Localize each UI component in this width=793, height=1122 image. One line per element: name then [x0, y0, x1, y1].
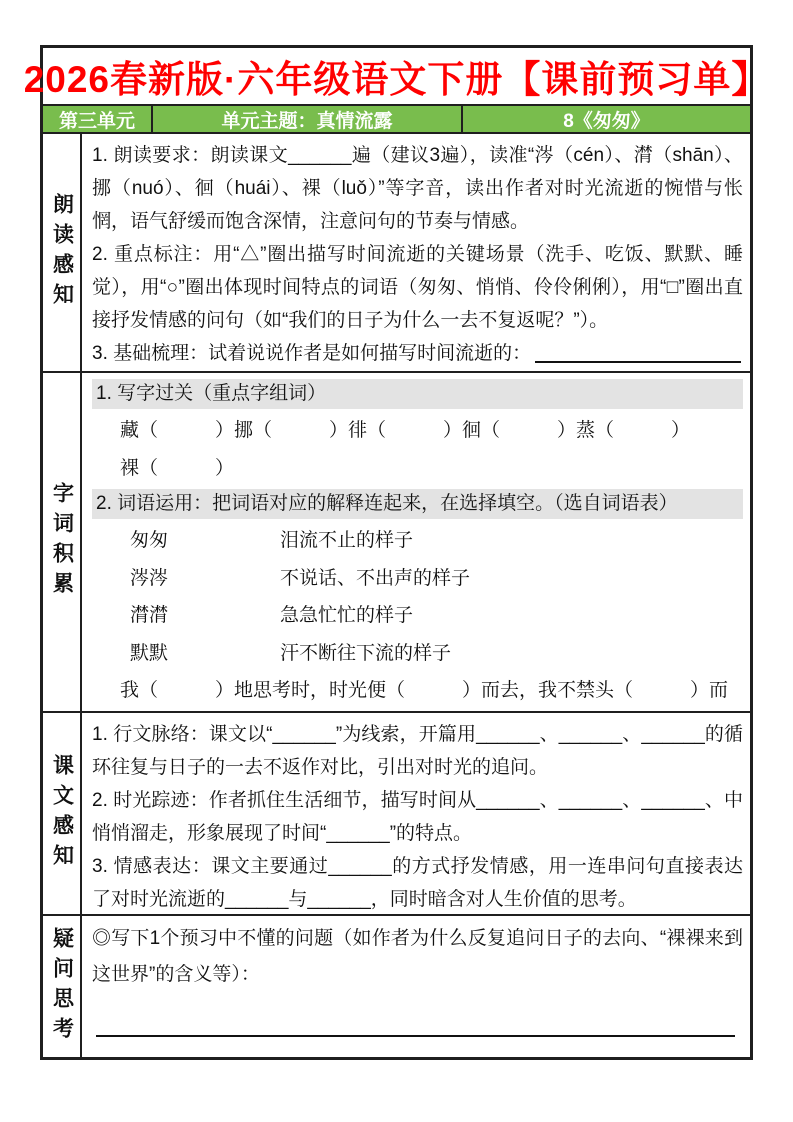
section-content: [82, 373, 750, 711]
section-reading-perception: [43, 134, 750, 373]
fill-in-sentence-line: 我（ ）地思考时，时光便（ ）而去，我不禁头（ ）而: [120, 680, 729, 701]
paragraph-with-blank: [92, 337, 743, 370]
section-word-accumulation: [43, 373, 750, 713]
section-content: [82, 916, 750, 1057]
section-content: [82, 713, 750, 914]
word: 默默: [130, 642, 169, 664]
task-heading: 2. 词语运用：把词语对应的解释连起来，在选择填空。（选自词语表）: [92, 489, 743, 519]
paragraph: 3. 基础梳理：试着说说作者是如何描写时间流逝的：: [92, 343, 532, 364]
word-meaning-pair: [130, 560, 743, 598]
char-practice-line: 藏（ ）挪（ ）徘（ ）徊（ ）蒸（ ）: [120, 420, 691, 441]
section-label: 课文感知: [43, 713, 82, 914]
question-prompt: ◎写下1个预习中不懂的问题（如作者为什么反复追问日子的去向、“裸裸来到这世界”的含义等）：: [92, 928, 743, 985]
word: 匆匆: [130, 530, 169, 551]
answer-blank-line: [535, 361, 741, 363]
word: 涔涔: [130, 567, 169, 589]
section-label: 疑问思考: [43, 916, 82, 1057]
paragraph: 1. 行文脉络：课文以“______”为线索，开篇用______、______、______的循环往复与日子的一去不返作对比，引出对时光的追问。: [92, 724, 743, 778]
meaning: 急急忙忙的样子: [280, 605, 414, 626]
word-meaning-list: [130, 522, 743, 672]
paragraph: 2. 时光踪迹：作者抓住生活细节，描写时间从______、______、______、中悄悄溜走，形象展现了时间“______”的特点。: [92, 790, 743, 844]
word: 潸潸: [130, 605, 169, 626]
section-label: 字词积累: [43, 373, 82, 711]
word-meaning-pair: [130, 635, 743, 673]
paragraph: 3. 情感表达：课文主要通过______的方式抒发情感，用一连串问句直接表达了对时光流逝的______与______，同时暗含对人生价值的思考。: [92, 856, 743, 910]
section-text-perception: [43, 713, 750, 916]
section-question-thinking: [43, 916, 750, 1057]
writing-line: [96, 1037, 735, 1057]
meaning: 不说话、不出声的样子: [280, 567, 471, 589]
unit-name-cell: 第三单元: [43, 106, 153, 132]
fill-in-sentence: [92, 675, 743, 711]
task-heading: 1. 写字过关（重点字组词）: [92, 379, 743, 409]
unit-header-row: [43, 104, 750, 134]
word-meaning-pair: [130, 597, 743, 635]
worksheet-frame: [23, 45, 770, 1060]
section-content: [82, 134, 750, 371]
unit-theme-cell: 单元主题：真情流露: [153, 106, 463, 132]
writing-line: [96, 993, 735, 1037]
word-meaning-pair: [130, 522, 743, 560]
section-label: 朗读感知: [43, 134, 82, 371]
char-practice-line: 裸（ ）: [120, 458, 235, 479]
meaning: 泪流不止的样子: [280, 530, 414, 551]
paragraph: 1. 朗读要求：朗读课文______遍（建议3遍），读准“涔（cén）、潸（shān）、挪（nuó）、徊（huái）、裸（luǒ）”等字音，读出作者对时光流逝的惋惜与怅惘，语气舒缓而饱含深情，注意问句的节奏与情感。: [92, 145, 743, 232]
paragraph: 2. 重点标注：用“△”圈出描写时间流逝的关键场景（洗手、吃饭、默默、睡觉），用“○”圈出体现时间特点的词语（匆匆、悄悄、伶伶俐俐），用“□”圈出直接抒发情感的问句（如“我们的日子为什么一去不复返呢？”）。: [92, 244, 743, 331]
meaning: 汗不断往下流的样子: [280, 642, 452, 664]
page-title: 2026春新版·六年级语文下册【课前预习单】: [23, 59, 770, 100]
fill-in-sentence-line: [92, 707, 743, 711]
lesson-title-cell: 8《匆匆》: [563, 110, 650, 132]
